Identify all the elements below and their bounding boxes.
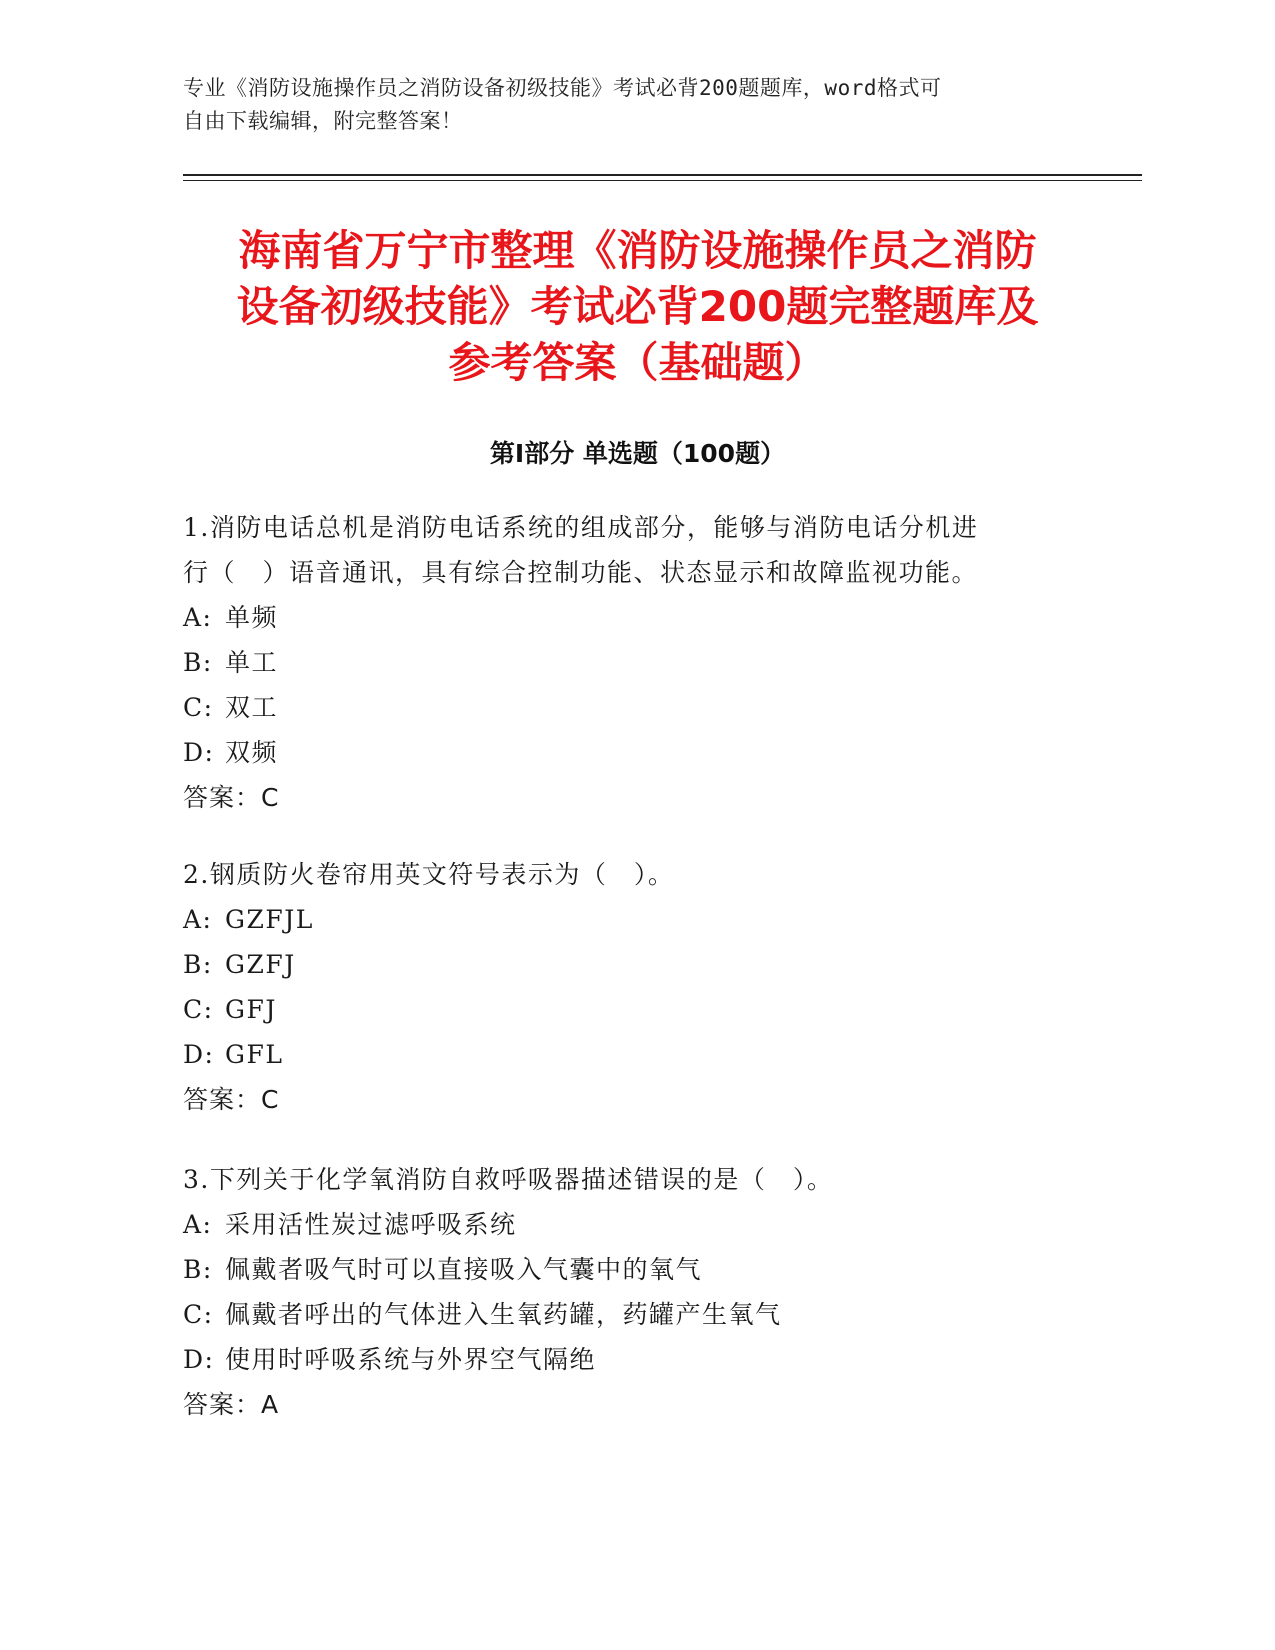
question-stem-line-1: 3.下列关于化学氧消防自救呼吸器描述错误的是（ ）。 [183, 1165, 834, 1194]
question-2 [183, 852, 1063, 1122]
option-d [183, 730, 1063, 775]
option-a [183, 1202, 1063, 1247]
option-b [183, 942, 1063, 987]
option-text: GFJ [225, 995, 277, 1024]
answer-line: 答案：A [183, 1390, 280, 1419]
option-b [183, 1247, 1063, 1292]
header-note [183, 72, 1063, 138]
option-text: GZFJL [225, 905, 314, 934]
document-title-line-2: 设备初级技能》考试必背200题完整题库及 [236, 282, 1039, 331]
section-title: 第Ⅰ部分 单选题（100题） [489, 439, 786, 468]
document-title [150, 223, 1125, 391]
option-letter: A: [183, 1210, 213, 1239]
option-c [183, 987, 1063, 1032]
question-stem-line-1: 2.钢质防火卷帘用英文符号表示为（ ）。 [183, 860, 675, 889]
answer-line: 答案：C [183, 1085, 280, 1114]
question-3 [183, 1157, 1063, 1427]
option-letter: B: [183, 950, 213, 979]
option-text: 双频 [225, 738, 279, 767]
answer-line: 答案：C [183, 783, 280, 812]
option-text: 双工 [225, 693, 279, 722]
option-b [183, 640, 1063, 685]
option-letter: D: [183, 1040, 215, 1069]
option-c [183, 685, 1063, 730]
option-text: 采用活性炭过滤呼吸系统 [225, 1210, 517, 1239]
option-text: 佩戴者吸气时可以直接吸入气囊中的氧气 [225, 1255, 703, 1284]
header-divider-thick [183, 174, 1142, 176]
option-letter: B: [183, 1255, 213, 1284]
option-text: 使用时呼吸系统与外界空气隔绝 [225, 1345, 597, 1374]
option-letter: D: [183, 738, 215, 767]
option-text: GZFJ [225, 950, 296, 979]
option-letter: A: [183, 603, 213, 632]
option-letter: A: [183, 905, 213, 934]
option-text: GFL [225, 1040, 284, 1069]
option-letter: C: [183, 1300, 214, 1329]
option-d [183, 1032, 1063, 1077]
option-d [183, 1337, 1063, 1382]
question-stem [183, 505, 1063, 595]
question-1 [183, 505, 1063, 820]
question-stem-line-1: 1.消防电话总机是消防电话系统的组成部分，能够与消防电话分机进 [183, 513, 979, 542]
option-letter: C: [183, 693, 214, 722]
option-letter: C: [183, 995, 214, 1024]
question-stem-line-2: 行（ ）语音通讯，具有综合控制功能、状态显示和故障监视功能。 [183, 558, 979, 587]
header-divider-thin [183, 180, 1142, 181]
option-a [183, 897, 1063, 942]
option-letter: B: [183, 648, 213, 677]
option-a [183, 595, 1063, 640]
document-title-line-3: 参考答案（基础题） [448, 338, 827, 387]
option-c [183, 1292, 1063, 1337]
option-text: 单工 [225, 648, 279, 677]
header-note-line-1: 专业《消防设施操作员之消防设备初级技能》考试必背200题题库，word格式可 [183, 76, 942, 100]
option-text: 佩戴者呼出的气体进入生氧药罐，药罐产生氧气 [225, 1300, 782, 1329]
option-text: 单频 [225, 603, 279, 632]
question-stem [183, 852, 1063, 897]
header-note-line-2: 自由下载编辑，附完整答案！ [183, 109, 463, 133]
document-title-line-1: 海南省万宁市整理《消防设施操作员之消防 [238, 226, 1037, 275]
question-stem [183, 1157, 1063, 1202]
option-letter: D: [183, 1345, 215, 1374]
